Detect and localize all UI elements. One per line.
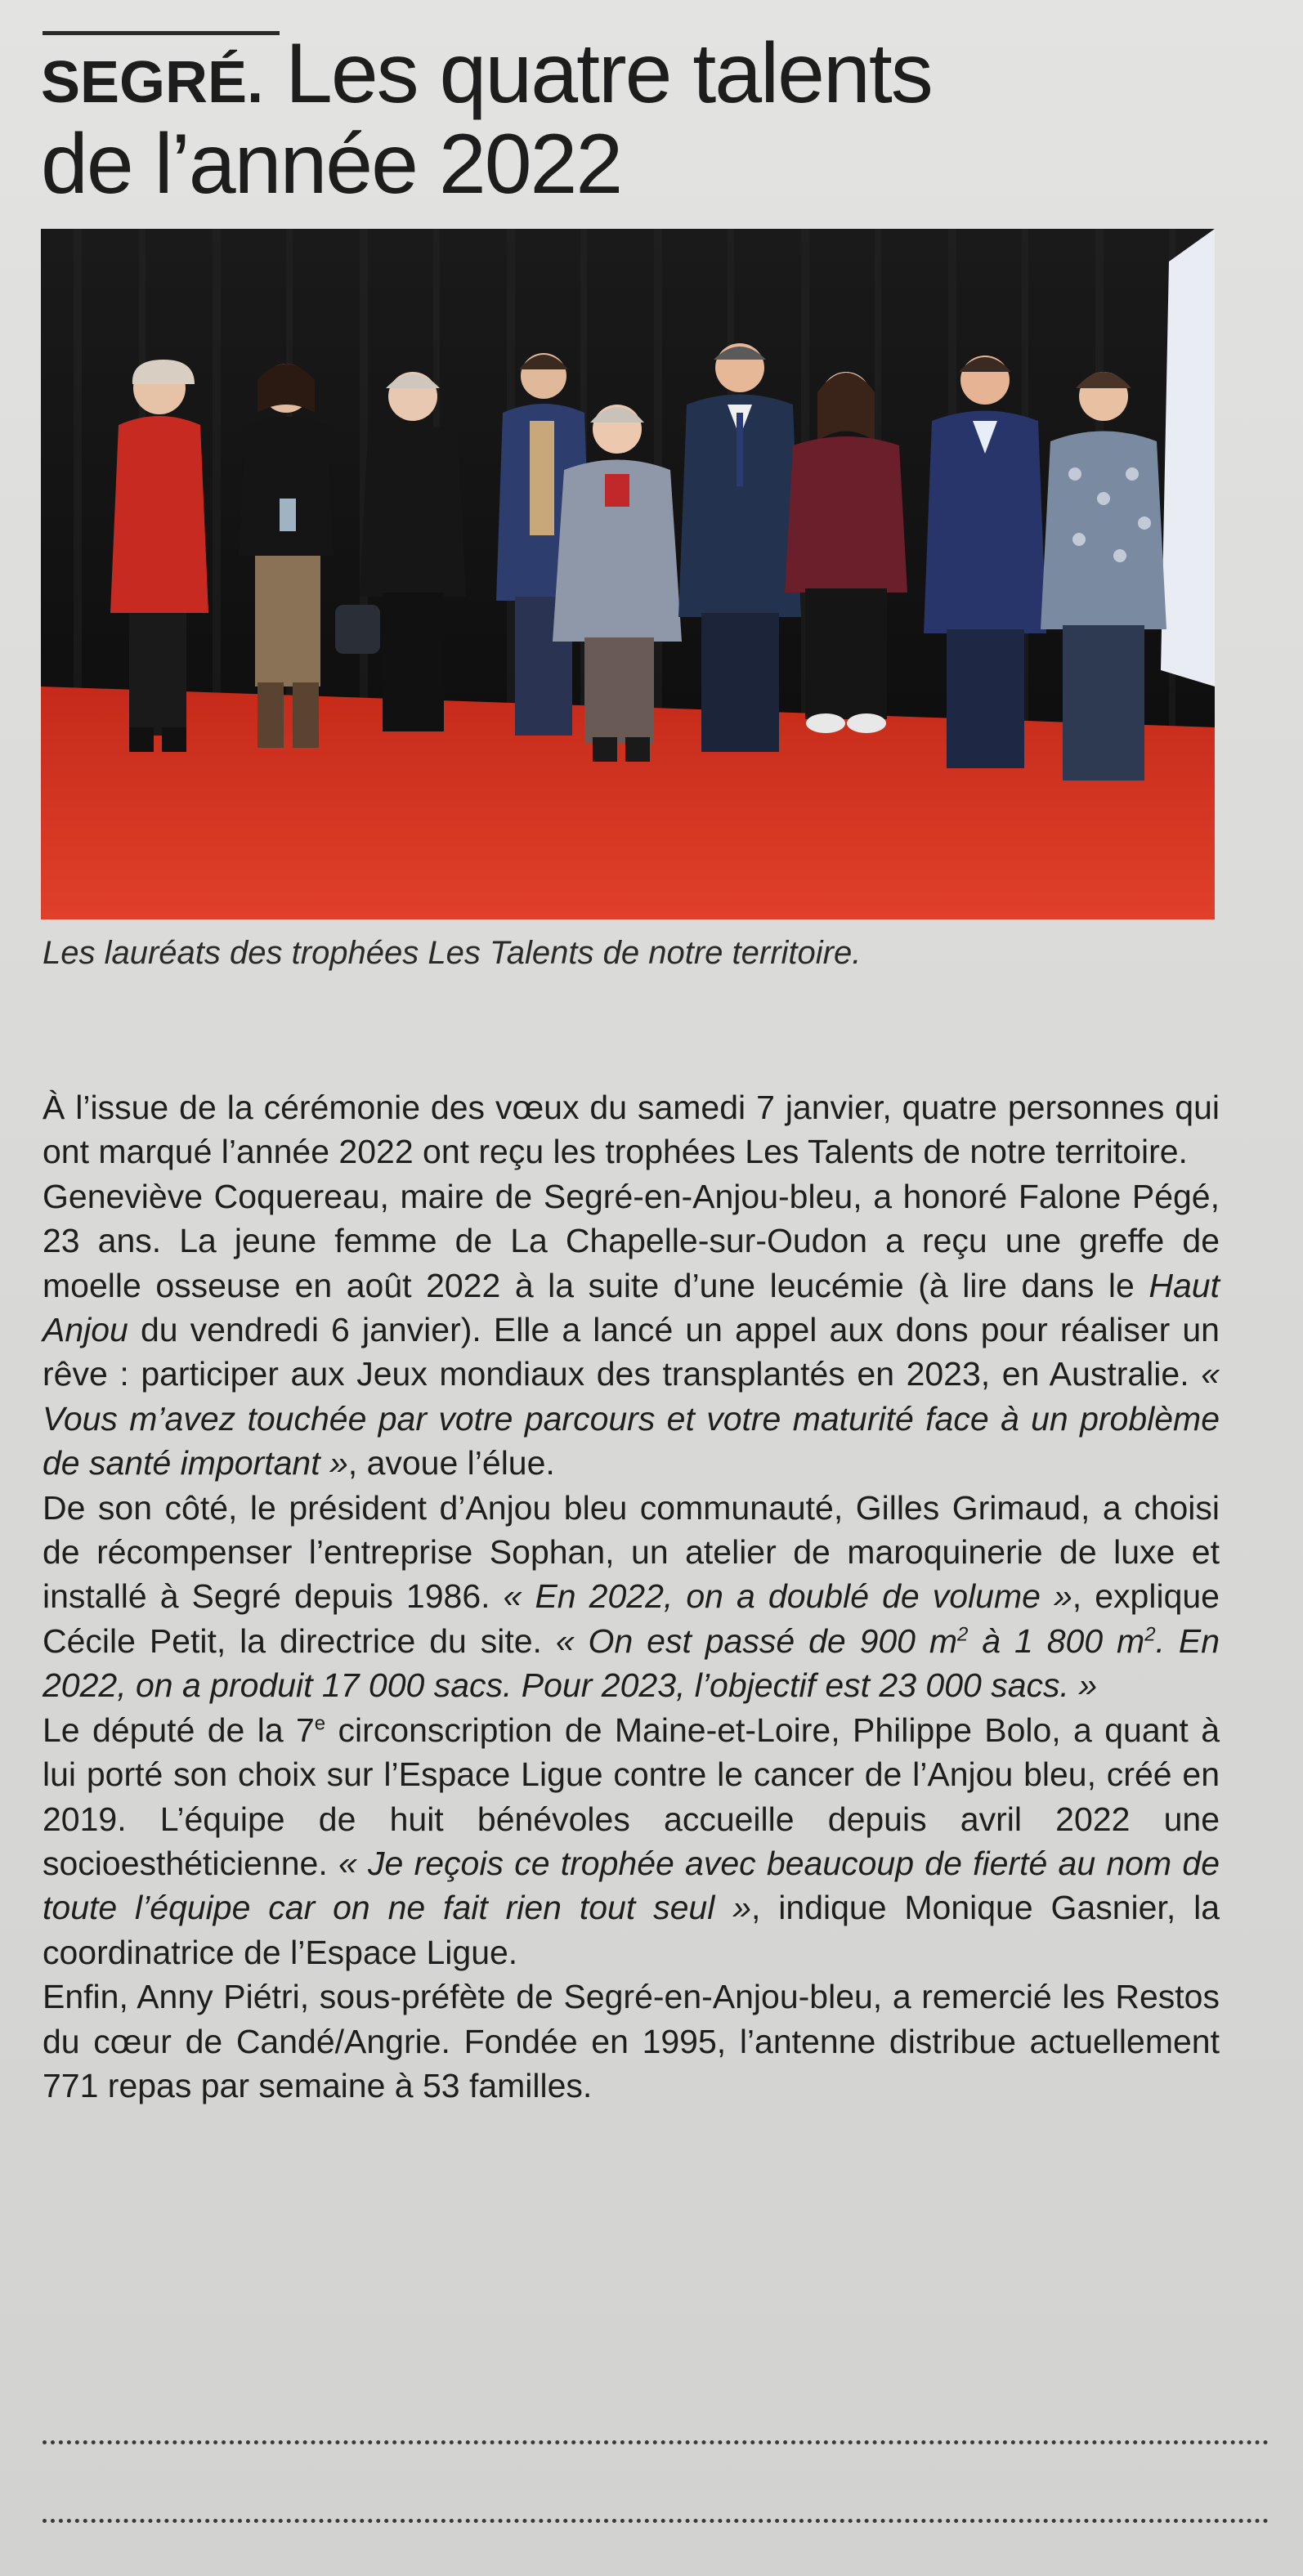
photo-caption: Les lauréats des trophées Les Talents de notre territoire. [43, 935, 862, 971]
text-run: Le député de la 7 [43, 1711, 315, 1749]
text-run: , explique Cécile Petit, la directrice du site. [43, 1577, 1220, 1660]
article-body [43, 1085, 1220, 2108]
text-run: De son côté, le président d’Anjou bleu communauté, Gilles Grimaud, a choisi de récompenser l’entreprise Sophan, un atelier de maroquinerie de luxe et installé à Segré depuis 1986. [43, 1488, 1220, 1616]
text-run: à 1 800 m [968, 1621, 1145, 1660]
paragraph-sophan [43, 1486, 1220, 1708]
quote: « Je reçois ce trophée avec beaucoup de fierté au nom de toute l’équipe car on ne fait rien tout seul » [43, 1844, 1220, 1927]
text-run: Geneviève Coquereau, maire de Segré-en-Anjou-bleu, a honoré Falone Pégé, 23 ans. La jeune femme de La Chapelle-sur-Oudon a reçu une greffe de moelle osseuse en août 2022 à la suite d’une leucémie (à lire dans le [43, 1177, 1220, 1304]
quote: « En 2022, on a doublé de volume » [503, 1577, 1072, 1616]
text-run: « On est passé de 900 m [555, 1621, 958, 1660]
superscript: 2 [1144, 1623, 1156, 1646]
dotted-separator [43, 2440, 1269, 2444]
headline-kicker: SEGRÉ. [41, 50, 264, 115]
headline-line2: de l’année 2022 [41, 117, 622, 212]
paragraph-ligue [43, 1708, 1220, 1974]
text-run: circonscription de Maine-et-Loire, Philippe Bolo, a quant à lui porté son choix sur l’Espace Ligue contre le cancer de l’Anjou bleu, créé en 2019. L’équipe de huit bénévoles accueille depuis avril 2022 une socioesthéticienne. [43, 1711, 1220, 1882]
paragraph-restos: Enfin, Anny Piétri, sous-préfète de Segré-en-Anjou-bleu, a remercié les Restos du cœur de Candé/Angrie. Fondée en 1995, l’antenne distribue actuellement 771 repas par semaine à 53 familles. [43, 1978, 1220, 2104]
laureates-photo [41, 229, 1215, 919]
superscript: 2 [957, 1623, 969, 1646]
paragraph-falone [43, 1174, 1220, 1486]
headline [41, 26, 1251, 212]
paragraph-intro: À l’issue de la cérémonie des vœux du samedi 7 janvier, quatre personnes qui ont marqué l’année 2022 ont reçu les trophées Les Talents de notre territoire. [43, 1089, 1220, 1171]
quote: « Vous m’avez touchée par votre parcours et votre maturité face à un problème de santé important » [43, 1355, 1220, 1483]
headline-line1: Les quatre talents [284, 26, 932, 121]
text-run: du vendredi 6 janvier). Elle a lancé un appel aux dons pour réaliser un rêve : participer aux Jeux mondiaux des transplantés en 2023, en Australie. [43, 1311, 1220, 1393]
superscript: e [314, 1712, 326, 1735]
text-run: . En 2022, on a produit 17 000 sacs. Pour 2023, l’objectif est 23 000 sacs. » [43, 1621, 1220, 1705]
text-run: , avoue l’élue. [347, 1444, 555, 1483]
dotted-separator [43, 2519, 1269, 2523]
text-run: , indique Monique Gasnier, la coordinatrice de l’Espace Ligue. [43, 1889, 1220, 1971]
newspaper-title: Haut Anjou [43, 1266, 1220, 1349]
